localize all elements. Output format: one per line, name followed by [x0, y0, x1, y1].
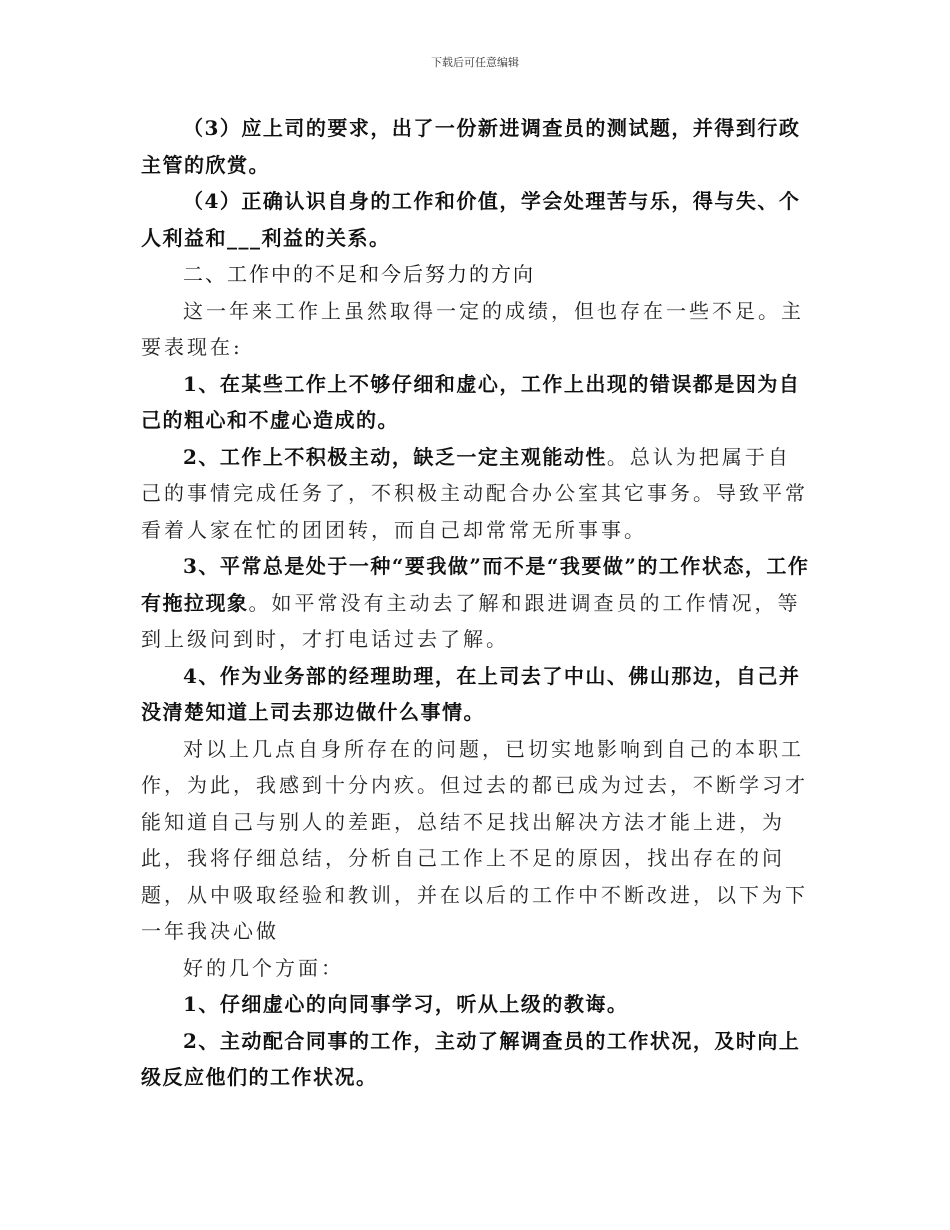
paragraph-shortcoming-3	[141, 548, 811, 658]
paragraph-shortcoming-4: 4、作为业务部的经理助理，在上司去了中山、佛山那边，自己并没清楚知道上司去那边做什么事情。	[141, 663, 801, 724]
document-body	[141, 110, 811, 1096]
paragraph-shortcoming-1: 1、在某些工作上不够仔细和虚心，工作上出现的错误都是因为自己的粗心和不虚心造成的。	[141, 371, 801, 432]
paragraph-achievement-4: （4）正确认识自身的工作和价值，学会处理苦与乐，得与失、个人利益和___利益的关系。	[141, 189, 801, 250]
paragraph-plan-intro: 好的几个方面：	[183, 955, 344, 980]
shortcoming-2-lead: 2、工作上不积极主动，缺乏一定主观能动性	[183, 444, 607, 469]
section-heading: 二、工作中的不足和今后努力的方向	[183, 262, 535, 286]
paragraph-reflection: 对以上几点自身所存在的问题，已切实地影响到自己的本职工作，为此，我感到十分内疚。但过去的都已成为过去，不断学习才能知道自己与别人的差距，总结不足找出解决方法才能上进，为此，我将仔细总结，分析自己工作上不足的原因，找出存在的问题，从中吸取经验和教训，并在以后的工作中不断改进，以下为下一年我决心做	[141, 736, 808, 943]
paragraph-intro: 这一年来工作上虽然取得一定的成绩，但也存在一些不足。主要表现在:	[141, 298, 804, 359]
paragraph-shortcoming-2	[141, 439, 811, 549]
page-header: 下载后可任意编辑	[431, 56, 519, 69]
shortcoming-3-detail: 。如平常没有主动去了解和跟进调查员的工作情况，等到上级问到时，才打电话过去了解。	[141, 590, 801, 651]
shortcoming-2-detail: 。总认为把属于自己的事情完成任务了，不积极主动配合办公室其它事务。导致平常看着人家在忙的团团转，而自己却常常无所事事。	[141, 444, 808, 542]
paragraph-plan-1: 1、仔细虚心的向同事学习，听从上级的教诲。	[183, 992, 629, 1016]
shortcoming-3-lead: 3、平常总是处于一种“要我做”而不是“我要做”的工作状态，工作有拖拉现象	[141, 554, 810, 615]
paragraph-achievement-3: （3）应上司的要求，出了一份新进调查员的测试题，并得到行政主管的欣赏。	[141, 116, 801, 177]
paragraph-plan-2: 2、主动配合同事的工作，主动了解调查员的工作状况，及时向上级反应他们的工作状况。	[141, 1028, 801, 1089]
